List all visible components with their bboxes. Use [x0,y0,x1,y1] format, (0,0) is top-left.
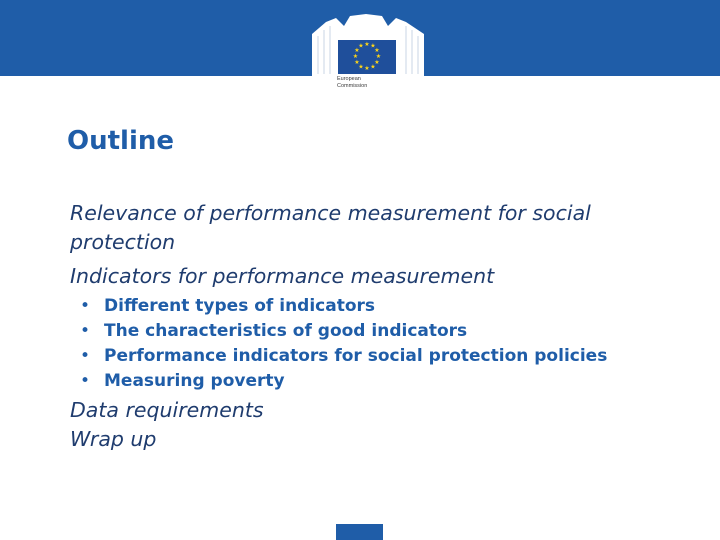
eu-flag-building-icon [306,14,430,76]
sub-item-label: The characteristics of good indicators [104,321,468,341]
sub-item-characteristics [78,321,690,342]
sub-item-label: Performance indicators for social protection policies [104,346,608,366]
svg-text:★: ★ [364,41,370,48]
svg-text:★: ★ [374,59,380,66]
sub-item-poverty [78,371,690,392]
sub-item-label: Different types of indicators [104,296,376,316]
svg-text:★: ★ [358,63,364,71]
bullet-icon: • [80,346,91,366]
indicator-sub-list [70,296,690,392]
bullet-icon: • [80,321,91,341]
svg-text:★: ★ [374,47,380,54]
svg-text:★: ★ [352,53,359,60]
outline-list [70,199,690,459]
sub-item-performance [78,346,690,367]
svg-text:★: ★ [375,53,382,60]
logo-text-line1: European [337,76,361,82]
logo-text-line2: Commission [337,83,368,89]
logo-text [337,76,397,90]
outline-item-relevance: Relevance of performance measurement for social protection [70,201,591,254]
slide-title: Outline [67,126,175,156]
outline-item-wrap-up: Wrap up [70,427,157,451]
outline-item-indicators: Indicators for performance measurement [70,264,495,288]
svg-text:★: ★ [358,42,364,50]
bullet-icon: • [80,371,91,391]
sub-item-label: Measuring poverty [104,371,285,391]
outline-item-indicators-group [70,262,690,392]
svg-text:★: ★ [370,63,376,71]
svg-text:★: ★ [354,47,360,54]
footer-accent-block [336,524,383,540]
outline-item-data: Data requirements [70,398,264,422]
svg-text:★: ★ [364,65,370,72]
svg-text:★: ★ [370,42,376,50]
bullet-icon: • [80,296,91,316]
sub-item-types [78,296,690,317]
svg-text:★: ★ [354,59,360,66]
